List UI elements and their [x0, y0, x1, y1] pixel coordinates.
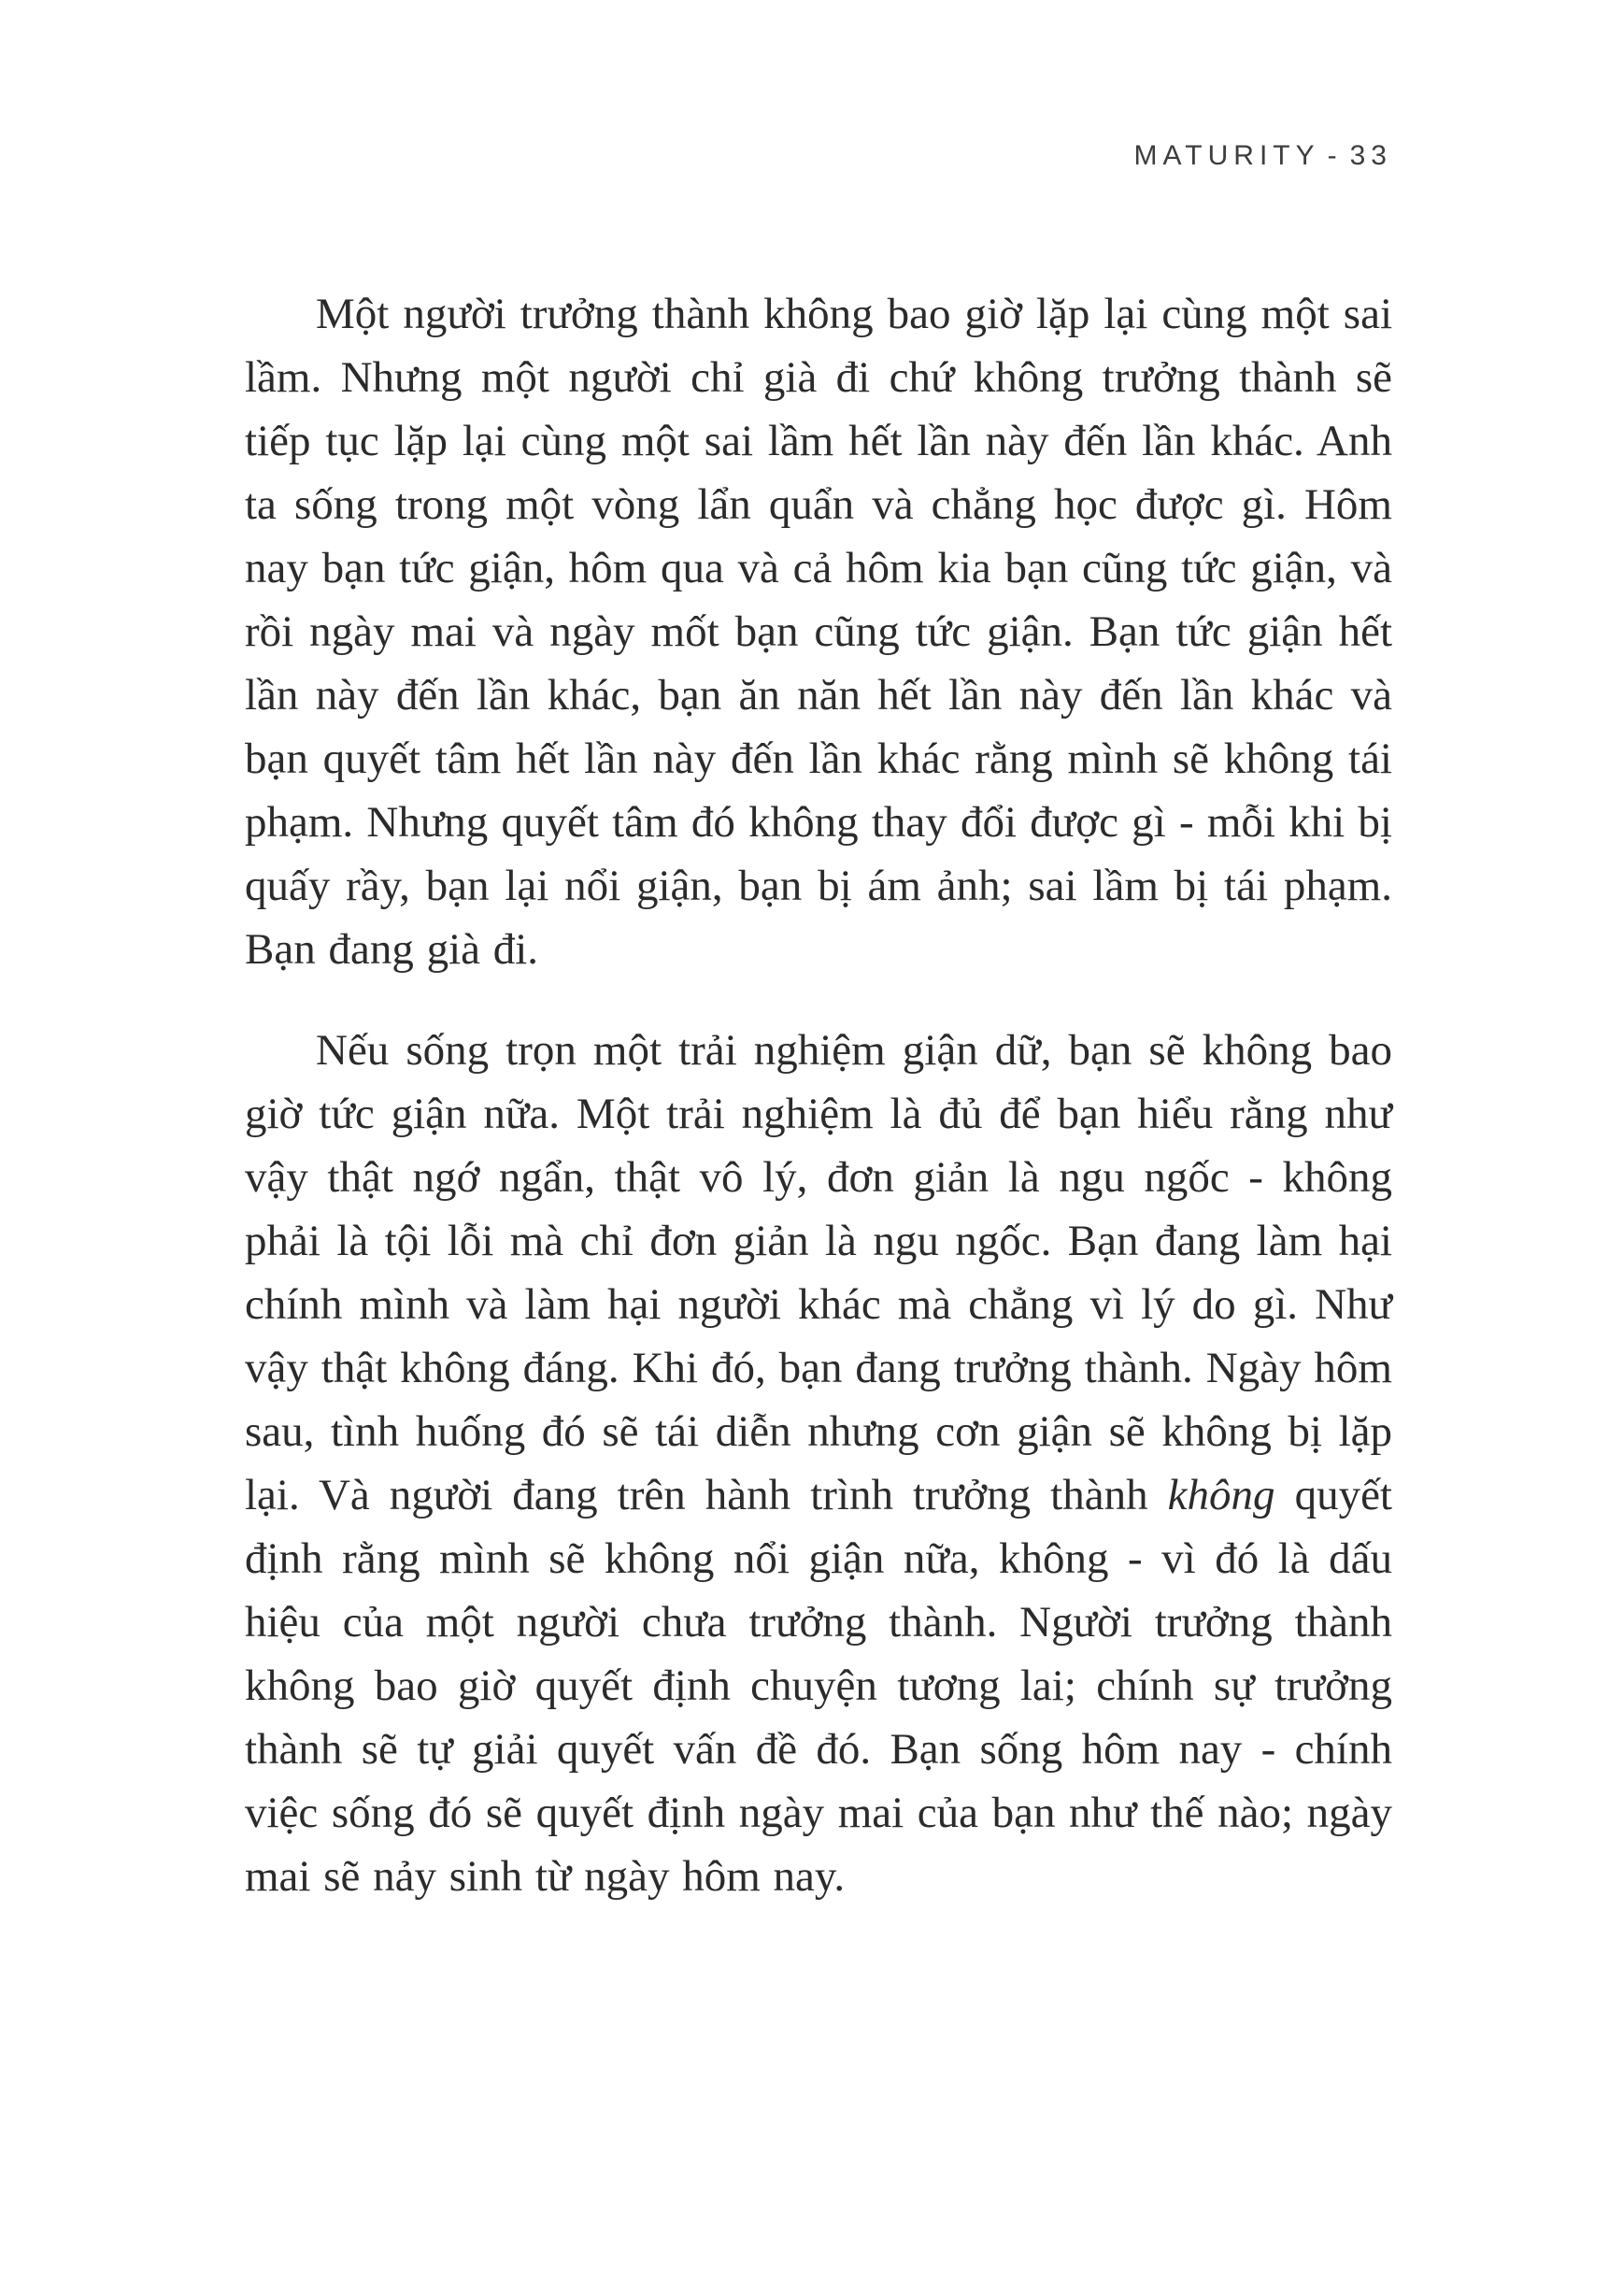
running-head-separator: - — [1327, 140, 1343, 171]
paragraph-1 — [245, 282, 1392, 981]
page-body — [245, 282, 1392, 1908]
paragraph-2-italic-word: không — [1167, 1471, 1275, 1519]
page-number: 33 — [1349, 140, 1392, 171]
paragraph-2 — [245, 1019, 1392, 1908]
paragraph-1-text: Một người trưởng thành không bao giờ lặp lại cùng một sai lầm. Nhưng một người chỉ già đi chứ không trưởng thành sẽ tiếp tục lặp lại cùng một sai lầm hết lần này đến lần khác. Anh ta sống trong một vòng lẩn quẩn và chẳng học được gì. Hôm nay bạn tức giận, hôm qua và cả hôm kia bạn cũng tức giận, và rồi ngày mai và ngày mốt bạn cũng tức giận. Bạn tức giận hết lần này đến lần khác, bạn ăn năn hết lần này đến lần khác và bạn quyết tâm hết lần này đến lần khác rằng mình sẽ không tái phạm. Nhưng quyết tâm đó không thay đổi được gì - mỗi khi bị quấy rầy, bạn lại nổi giận, bạn bị ám ảnh; sai lầm bị tái phạm. Bạn đang già đi. — [245, 290, 1392, 974]
paragraph-2-text-post: quyết định rằng mình sẽ không nổi giận nữa, không - vì đó là dấu hiệu của một người chưa trưởng thành. Người trưởng thành không bao giờ quyết định chuyện tương lai; chính sự trưởng thành sẽ tự giải quyết vấn đề đó. Bạn sống hôm nay - chính việc sống đó sẽ quyết định ngày mai của bạn như thế nào; ngày mai sẽ nảy sinh từ ngày hôm nay. — [245, 1471, 1392, 1901]
paragraph-2-text-pre: Nếu sống trọn một trải nghiệm giận dữ, bạn sẽ không bao giờ tức giận nữa. Một trải nghiệm là đủ để bạn hiểu rằng như vậy thật ngớ ngẩn, thật vô lý, đơn giản là ngu ngốc - không phải là tội lỗi mà chỉ đơn giản là ngu ngốc. Bạn đang làm hại chính mình và làm hại người khác mà chẳng vì lý do gì. Như vậy thật không đáng. Khi đó, bạn đang trưởng thành. Ngày hôm sau, tình huống đó sẽ tái diễn nhưng cơn giận sẽ không bị lặp lại. Và người đang trên hành trình trưởng thành — [245, 1026, 1392, 1519]
running-head-title: MATURITY — [1133, 140, 1320, 171]
running-head — [245, 140, 1392, 172]
